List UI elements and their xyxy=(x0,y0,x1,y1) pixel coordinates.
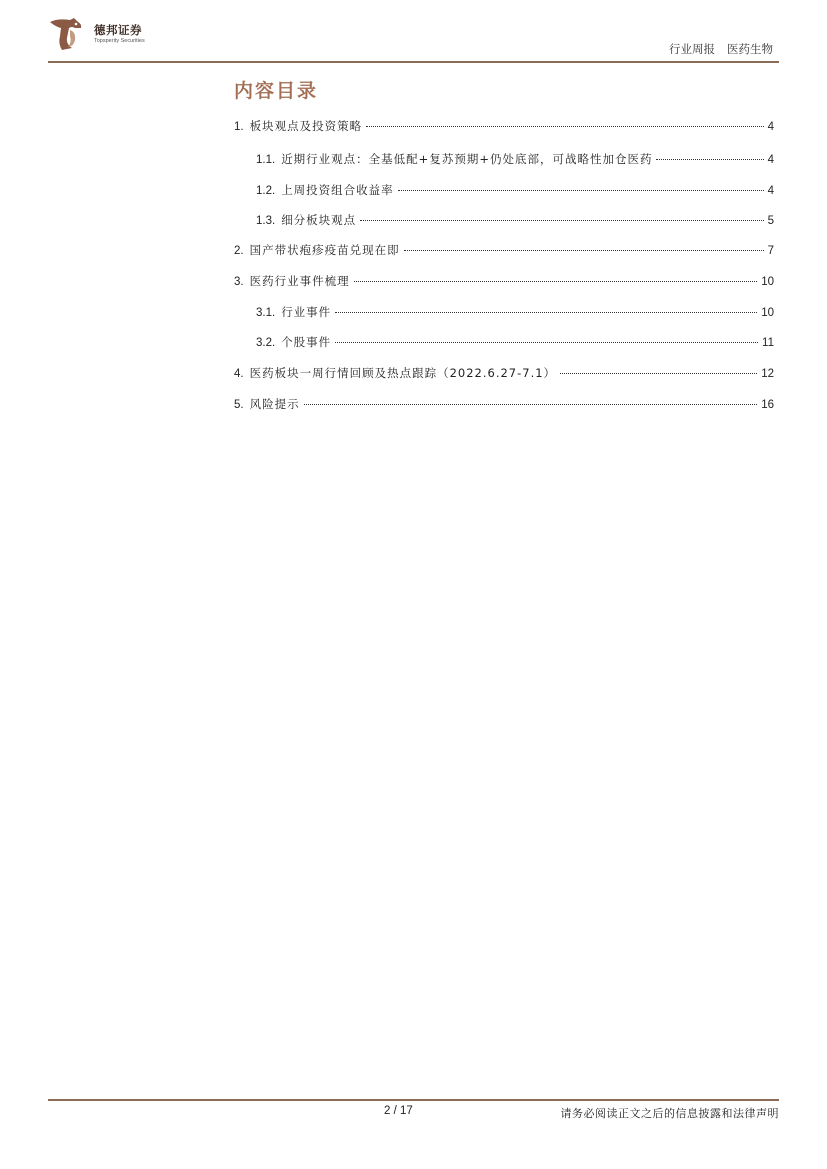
toc-leader-dots xyxy=(335,342,758,343)
toc-leader-dots xyxy=(304,404,758,405)
toc-entry[interactable] xyxy=(256,212,774,228)
toc-entry-page: 16 xyxy=(761,399,774,411)
toc-leader-dots xyxy=(335,312,757,313)
toc-entry-page: 11 xyxy=(762,337,774,349)
toc-leader-dots xyxy=(656,159,763,160)
toc-entry-number: 5. xyxy=(234,399,244,411)
header-labels xyxy=(669,41,773,57)
toc-entry[interactable] xyxy=(256,304,774,320)
toc-entry-number: 4. xyxy=(234,368,244,380)
header-divider xyxy=(48,61,779,63)
toc-entry-text: 板块观点及投资策略 xyxy=(249,119,363,133)
toc-entry[interactable] xyxy=(234,396,774,412)
toc-entry-page: 4 xyxy=(767,185,774,197)
toc-leader-dots xyxy=(404,250,764,251)
page-header xyxy=(48,14,779,64)
toc-entry-text: 行业事件 xyxy=(281,305,332,319)
toc-entry-number: 1.2. xyxy=(256,185,276,197)
toc-entry-number: 2. xyxy=(234,245,244,257)
toc-entry[interactable] xyxy=(234,118,774,134)
toc-entry[interactable] xyxy=(256,334,774,350)
page-indicator: 2 / 17 xyxy=(384,1105,413,1117)
footer-divider xyxy=(48,1099,779,1101)
toc-entry-text: 细分板块观点 xyxy=(281,213,357,227)
toc-entry-text: 医药板块一周行情回顾及热点跟踪（2022.6.27-7.1） xyxy=(249,366,557,380)
logo-text-en: Topsperity Securities xyxy=(94,38,145,44)
legal-disclaimer: 请务必阅读正文之后的信息披露和法律声明 xyxy=(560,1107,779,1120)
toc-entry-text: 医药行业事件梳理 xyxy=(249,274,350,288)
toc-title: 内容目录 xyxy=(234,80,319,102)
toc-entry-number: 3. xyxy=(234,276,244,288)
logo-text-cn: 德邦证券 xyxy=(94,23,142,37)
toc-entry-number: 1.3. xyxy=(256,215,276,227)
toc-entry[interactable] xyxy=(234,242,774,258)
toc-entry-page: 4 xyxy=(767,121,774,133)
toc-entry-text: 风险提示 xyxy=(249,397,300,411)
toc-entry-page: 4 xyxy=(767,154,774,166)
toc-entry[interactable] xyxy=(234,365,774,381)
toc-entry-page: 5 xyxy=(767,215,774,227)
sector-label: 医药生物 xyxy=(727,42,773,56)
toc-leader-dots xyxy=(366,126,764,127)
toc-entry-page: 10 xyxy=(761,307,774,319)
toc-entry-page: 12 xyxy=(761,368,774,380)
toc-leader-dots xyxy=(354,281,758,282)
toc-entry-page: 10 xyxy=(761,276,774,288)
toc-entry-text: 上周投资组合收益率 xyxy=(281,183,394,197)
topsperity-logo-icon xyxy=(48,16,88,52)
toc-entry-number: 1.1. xyxy=(256,154,276,166)
toc-entry[interactable] xyxy=(256,182,774,198)
toc-leader-dots xyxy=(398,190,764,191)
toc-leader-dots xyxy=(360,220,763,221)
company-logo xyxy=(48,16,188,52)
toc-entry-number: 1. xyxy=(234,121,244,133)
report-type-label: 行业周报 xyxy=(669,42,715,56)
toc-entry-text: 国产带状疱疹疫苗兑现在即 xyxy=(249,243,400,257)
toc-entry-text: 个股事件 xyxy=(281,335,332,349)
toc-entry[interactable] xyxy=(256,151,774,167)
toc-entry-number: 3.2. xyxy=(256,337,276,349)
toc-leader-dots xyxy=(560,373,757,374)
toc-entry[interactable] xyxy=(234,273,774,289)
toc-entry-page: 7 xyxy=(767,245,774,257)
toc-entry-number: 3.1. xyxy=(256,307,276,319)
toc-entry-text: 近期行业观点：全基低配+复苏预期+仍处底部，可战略性加仓医药 xyxy=(281,152,653,166)
